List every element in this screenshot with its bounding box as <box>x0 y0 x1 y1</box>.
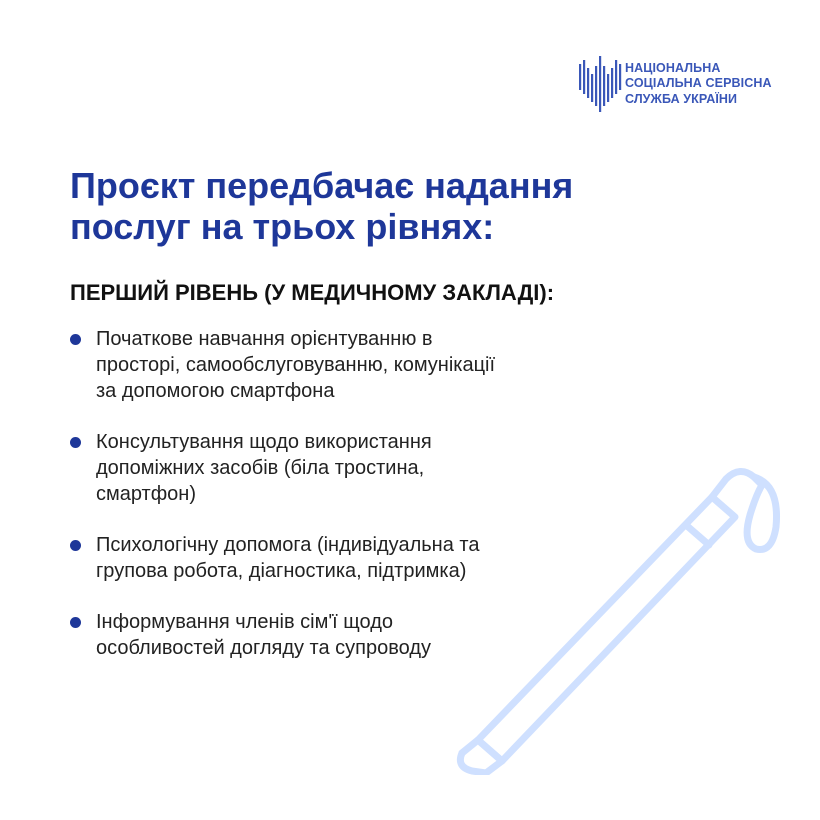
section-subtitle: ПЕРШИЙ РІВЕНЬ (У МЕДИЧНОМУ ЗАКЛАДІ): <box>70 280 555 305</box>
bullet-dot-icon <box>70 437 81 448</box>
item-line: Інформування членів сім'ї щодо <box>96 611 393 633</box>
bullet-dot-icon <box>70 617 81 628</box>
item-line: допоміжних засобів (біла тростина, <box>96 457 425 479</box>
logo-line-1: НАЦІОНАЛЬНА <box>625 60 721 75</box>
bullet-dot-icon <box>70 540 81 551</box>
item-line: Консультування щодо використання <box>96 431 432 453</box>
bullet-dot-icon <box>70 334 81 345</box>
item-line: за допомогою смартфона <box>96 380 335 402</box>
list-item <box>70 326 690 404</box>
logo-line-3: СЛУЖБА УКРАЇНИ <box>625 91 738 106</box>
trident-logo-icon <box>577 56 623 112</box>
item-line: особливостей догляду та супроводу <box>96 637 431 659</box>
title-line-1: Проєкт передбачає надання <box>70 165 574 206</box>
item-line: Початкове навчання орієнтуванню в <box>96 328 433 350</box>
page-title <box>70 165 710 247</box>
nssu-logo <box>577 56 772 112</box>
item-line: просторі, самообслуговуванню, комунікації <box>96 354 496 376</box>
logo-line-2: СОЦІАЛЬНА СЕРВІСНА <box>625 76 772 91</box>
item-line: смартфон) <box>96 483 196 505</box>
title-line-2: послуг на трьох рівнях: <box>70 206 495 247</box>
logo-text <box>625 61 772 108</box>
white-cane-icon <box>450 455 810 775</box>
item-line: Психологічну допомога (індивідуальна та <box>96 534 480 556</box>
item-line: групова робота, діагностика, підтримка) <box>96 560 467 582</box>
